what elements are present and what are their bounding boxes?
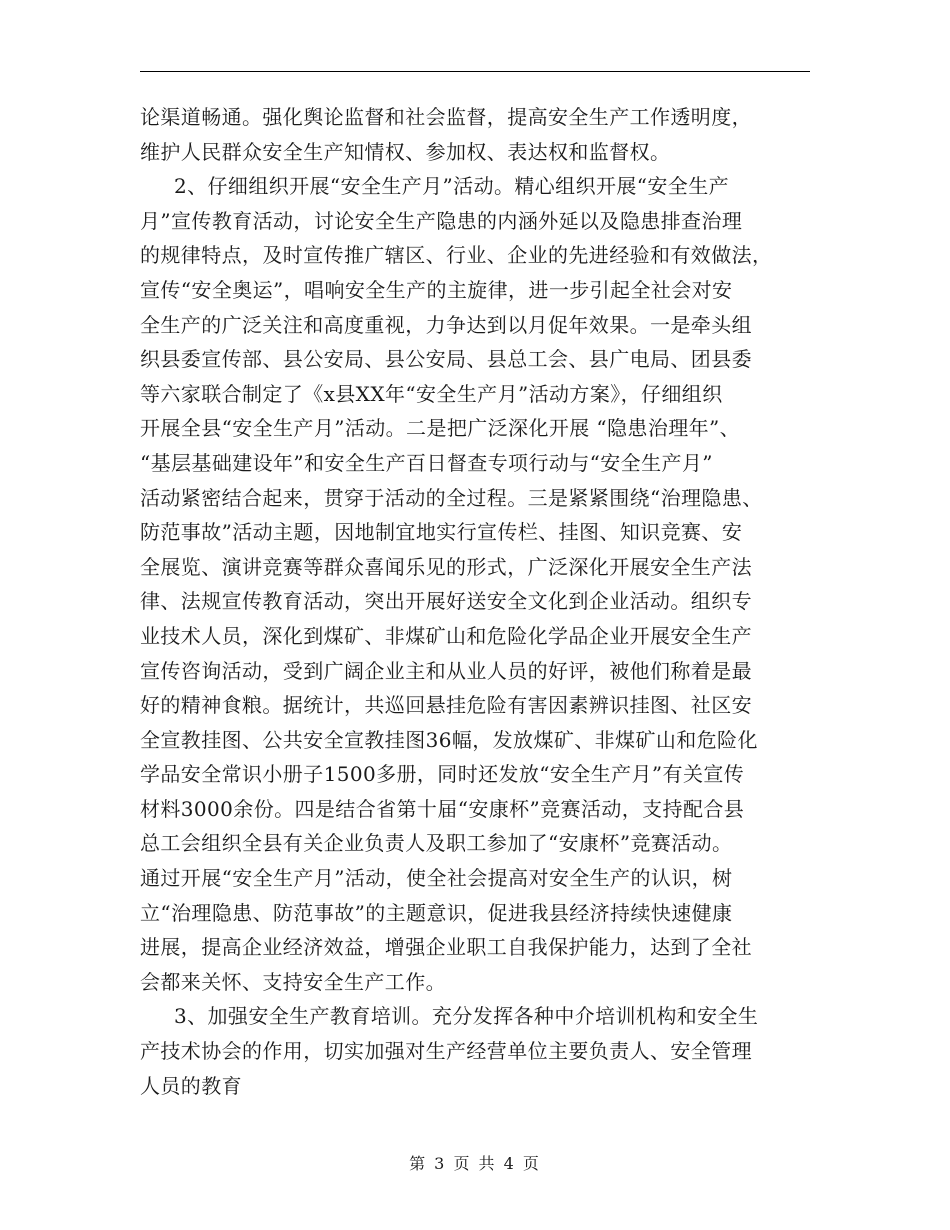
text-line: 进展，提高企业经济效益，增强企业职工自我保护能力，达到了全社 <box>140 935 752 960</box>
page-number-footer: 第 3 页 共 4 页 <box>409 1154 541 1173</box>
text-line: 月”宣传教育活动，讨论安全生产隐患的内涵外延以及隐患排查治理 <box>140 208 743 233</box>
text-line: 活动紧密结合起来，贯穿于活动的全过程。三是紧紧围绕“治理隐患、 <box>140 485 763 510</box>
text-line: 织县委宣传部、县公安局、县公安局、县总工会、县广电局、团县委 <box>140 347 752 372</box>
text-line: 的规律特点，及时宣传推广辖区、行业、企业的先进经验和有效做法， <box>140 243 773 268</box>
paragraph-start-line: 3、加强安全生产教育培训。充分发挥各种中介培训机构和安全生 <box>174 1004 759 1029</box>
text-line: 人员的教育 <box>140 1073 242 1098</box>
text-line: 开展全县“安全生产月”活动。二是把广泛深化开展 “隐患治理年”、 <box>140 416 741 441</box>
text-line: 宣传“安全奥运”，唱响安全生产的主旋律，进一步引起全社会对安 <box>140 277 733 302</box>
header-rule <box>140 71 810 72</box>
text-line: 论渠道畅通。强化舆论监督和社会监督，提高安全生产工作透明度， <box>140 105 752 129</box>
text-line: 防范事故”活动主题，因地制宜地实行宣传栏、挂图、知识竞赛、安 <box>140 520 743 545</box>
text-line: 业技术人员，深化到煤矿、非煤矿山和危险化学品企业开展安全生产 <box>140 623 752 648</box>
text-line: 等六家联合制定了《x县XX年“安全生产月”活动方案》，仔细组织 <box>140 381 723 406</box>
text-line: 立“治理隐患、防范事故”的主题意识，促进我县经济持续快速健康 <box>140 900 733 925</box>
text-line: 产技术协会的作用，切实加强对生产经营单位主要负责人、安全管理 <box>140 1039 752 1064</box>
text-line: 维护人民群众安全生产知情权、参加权、表达权和监督权。 <box>140 139 671 164</box>
text-line: 材料3000余份。四是结合省第十届“安康杯”竞赛活动，支持配合县 <box>140 796 745 821</box>
text-line: 全宣教挂图、公共安全宣教挂图36幅，发放煤矿、非煤矿山和危险化 <box>140 727 758 752</box>
text-line: 宣传咨询活动，受到广阔企业主和从业人员的好评，被他们称着是最 <box>140 658 752 683</box>
text-line: 全展览、演讲竞赛等群众喜闻乐见的形式，广泛深化开展安全生产法 <box>140 554 752 579</box>
text-line: 学品安全常识小册子1500多册，同时还发放“安全生产月”有关宣传 <box>140 762 745 787</box>
text-line: 全生产的广泛关注和高度重视，力争达到以月促年效果。一是牵头组 <box>140 312 752 337</box>
text-line: 通过开展“安全生产月”活动，使全社会提高对安全生产的认识，树 <box>140 866 733 891</box>
body-text <box>140 100 810 1103</box>
text-line: “基层基础建设年”和安全生产百日督查专项行动与“安全生产月” <box>140 450 713 475</box>
paragraph-start-line: 2、仔细组织开展“安全生产月”活动。精心组织开展“安全生产 <box>174 174 729 199</box>
text-line: 律、法规宣传教育活动，突出开展好送安全文化到企业活动。组织专 <box>140 589 752 614</box>
text-line: 总工会组织全县有关企业负责人及职工参加了“安康杯”竞赛活动。 <box>140 831 733 856</box>
text-line: 会都来关怀、支持安全生产工作。 <box>140 969 446 994</box>
text-line: 好的精神食粮。据统计，共巡回悬挂危险有害因素辨识挂图、社区安 <box>140 693 752 718</box>
